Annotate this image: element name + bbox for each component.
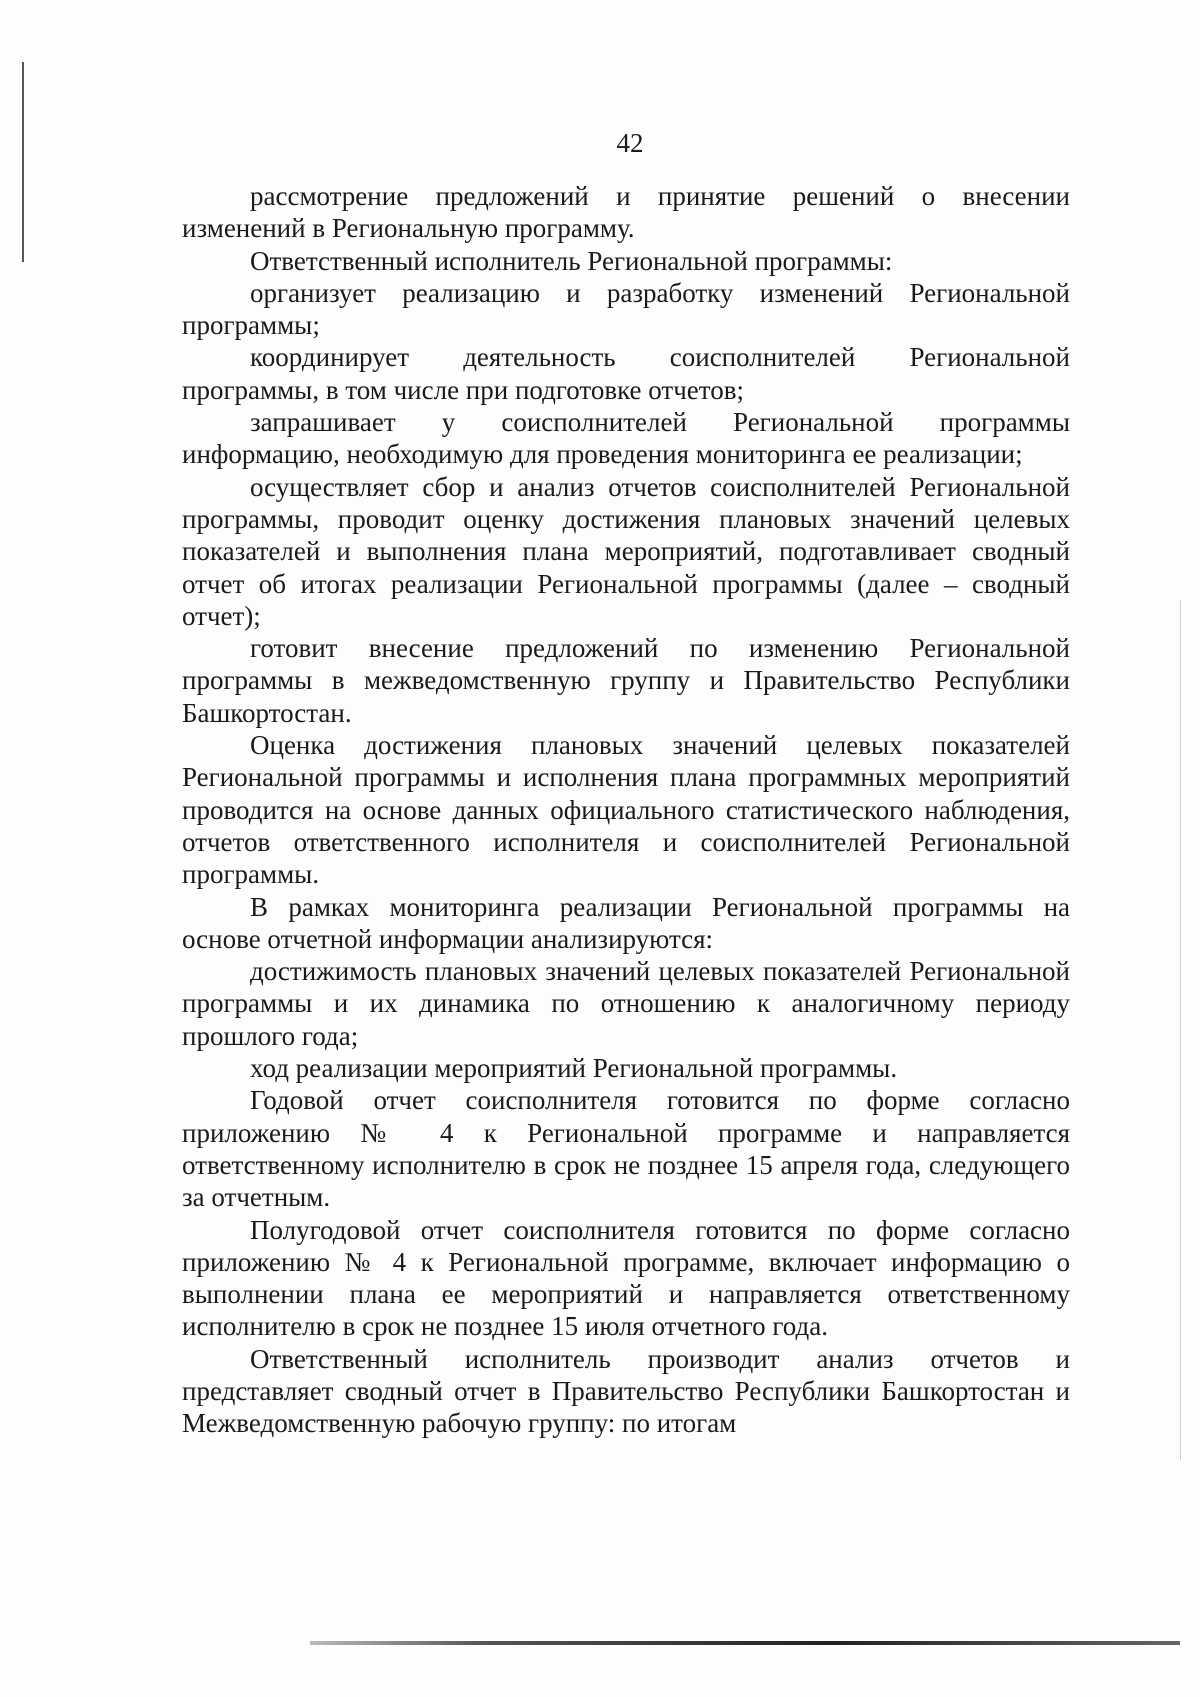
paragraph: Годовой отчет соисполнителя готовится по форме согласно приложению № 4 к Региональной программе и направляется ответственному исполнителю в срок не позднее 15 апреля года, следующего за отчетным.: [182, 1085, 1070, 1213]
scan-edge-mark: [22, 62, 24, 262]
page-number: 42: [616, 128, 644, 158]
paragraph: Оценка достижения плановых значений целевых показателей Региональной программы и исполнения плана программных мероприятий проводится на основе данных официального статистического наблюдения, отчетов ответственного исполнителя и соисполнителей Региональной программы.: [182, 730, 1070, 890]
scan-edge-mark: [1180, 600, 1181, 1460]
paragraph: организует реализацию и разработку изменений Региональной программы;: [182, 277, 1070, 341]
paragraph: Ответственный исполнитель производит анализ отчетов и представляет сводный отчет в Правительство Республики Башкортостан и Межведомственную рабочую группу: по итогам: [182, 1343, 1070, 1439]
scan-bottom-rule: [310, 1641, 1180, 1645]
paragraph: В рамках мониторинга реализации Региональной программы на основе отчетной информации анализируются:: [182, 891, 1070, 954]
paragraph: Полугодовой отчет соисполнителя готовится по форме согласно приложению № 4 к Региональной программе, включает информацию о выполнении плана ее мероприятий и направляется ответственному исполнителю в срок не позднее 15 июля отчетного года.: [182, 1214, 1070, 1342]
paragraph: запрашивает у соисполнителей Региональной программы информацию, необходимую для проведения мониторинга ее реализации;: [182, 407, 1070, 470]
paragraph: координирует деятельность соисполнителей Региональной программы, в том числе при подготовке отчетов;: [182, 342, 1070, 405]
paragraph: готовит внесение предложений по изменению Региональной программы в межведомственную группу и Правительство Республики Башкортостан.: [182, 633, 1070, 728]
paragraph: ход реализации мероприятий Региональной программы.: [250, 1053, 898, 1084]
paragraph: достижимость плановых значений целевых показателей Региональной программы и их динамика по отношению к аналогичному периоду прошлого года;: [182, 956, 1070, 1051]
paragraph: Ответственный исполнитель Региональной программы:: [250, 245, 893, 276]
paragraph: осуществляет сбор и анализ отчетов соисполнителей Региональной программы, проводит оценку достижения плановых значений целевых показателей и выполнения плана мероприятий, подготавливает сводный отчет об итогах реализации Региональной программы (далее – сводный отчет);: [182, 471, 1070, 631]
paragraph: рассмотрение предложений и принятие решений о внесении изменений в Региональную программу.: [182, 181, 1070, 244]
document-body: [182, 180, 1070, 1440]
